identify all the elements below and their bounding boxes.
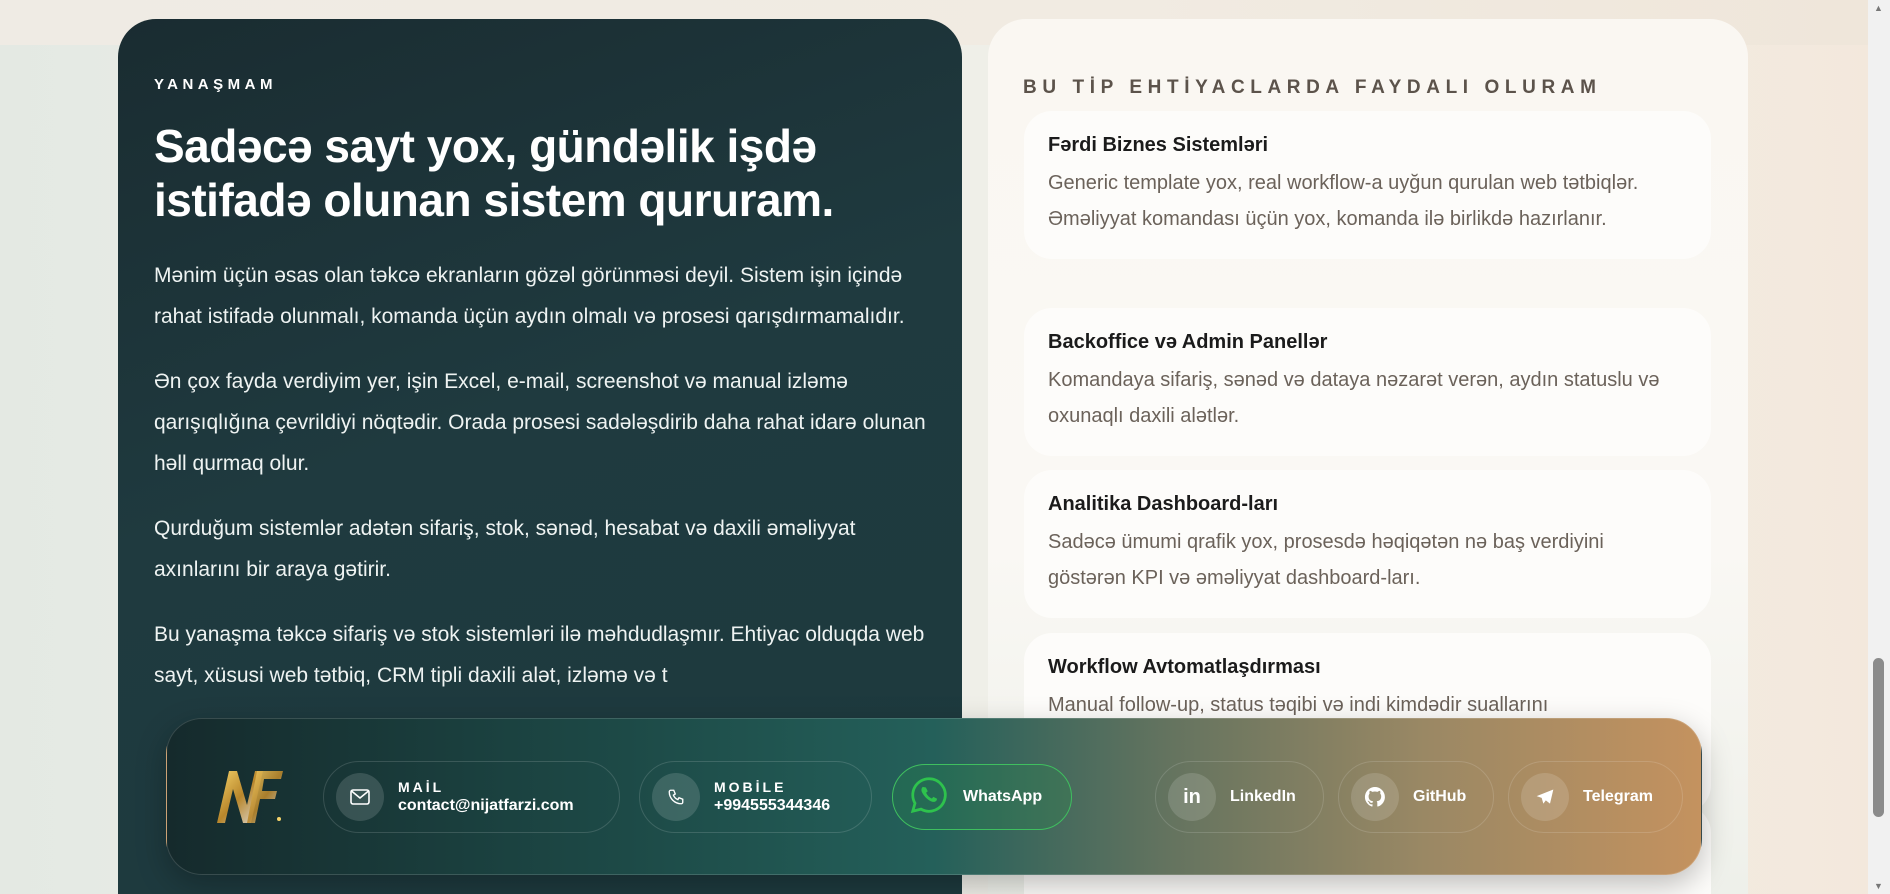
need-item-desc: Sadəcə ümumi qrafik yox, prosesdə həqiqətən nə baş verdiyini göstərən KPI və əməliyyat dashboard-ları. xyxy=(1048,531,1604,589)
mobile-link[interactable] xyxy=(639,761,872,833)
phone-icon xyxy=(652,773,700,821)
need-item-desc: Generic template yox, real workflow-a uyğun qurulan web tətbiqlər. Əməliyyat komandası üçün yox, komanda ilə birlikdə hazırlanır. xyxy=(1048,172,1639,230)
scrollbar-thumb[interactable] xyxy=(1873,658,1884,817)
page-scrollbar[interactable] xyxy=(1868,0,1890,894)
approach-eyebrow: YANAŞMAM xyxy=(154,76,277,93)
telegram-label: Telegram xyxy=(1583,788,1653,805)
approach-paragraph: Qurduğum sistemlər adətən sifariş, stok, sənəd, hesabat və daxili əməliyyat axınlarını bir araya gətirir. xyxy=(154,517,856,581)
approach-paragraphs xyxy=(154,255,944,720)
need-item xyxy=(1024,308,1711,456)
approach-paragraph: Mənim üçün əsas olan təkcə ekranların gözəl görünməsi deyil. Sistem işin içində rahat istifadə olunmalı, komanda üçün aydın olmalı və prosesi qarışdırmamalıdır. xyxy=(154,264,905,328)
mobile-label: MOBİLE xyxy=(714,778,787,795)
github-link[interactable] xyxy=(1338,761,1494,833)
need-item xyxy=(1024,470,1711,618)
contact-bar xyxy=(166,718,1702,875)
need-item-title: Fərdi Biznes Sistemləri xyxy=(1048,134,1269,156)
linkedin-icon: in xyxy=(1168,773,1216,821)
mail-icon xyxy=(336,773,384,821)
needs-title: BU TİP EHTİYACLARDA FAYDALI OLURAM xyxy=(1023,77,1602,98)
mail-link[interactable] xyxy=(323,761,620,833)
github-label: GitHub xyxy=(1413,788,1467,805)
telegram-link[interactable] xyxy=(1508,761,1683,833)
linkedin-link[interactable] xyxy=(1155,761,1324,833)
need-item-desc: Manual follow-up, status təqibi və indi kimdədir suallarını xyxy=(1048,694,1549,716)
need-item-title: Backoffice və Admin Panellər xyxy=(1048,331,1328,353)
nf-logo[interactable] xyxy=(203,753,291,841)
whatsapp-link[interactable] xyxy=(892,764,1072,830)
mail-value: contact@nijatfarzi.com xyxy=(398,796,574,814)
telegram-icon xyxy=(1521,773,1569,821)
whatsapp-icon xyxy=(909,775,949,820)
approach-paragraph: Bu yanaşma təkcə sifariş və stok sistemləri ilə məhdudlaşmır. Ehtiyac olduqda web sayt, xüsusi web tətbiq, CRM tipli daxili alət, izləmə və t xyxy=(154,623,925,687)
need-item-desc: Komandaya sifariş, sənəd və dataya nəzarət verən, aydın statuslu və oxunaqlı daxili alətlər. xyxy=(1048,369,1660,427)
scroll-down-arrow-icon[interactable]: ▼ xyxy=(1874,881,1883,891)
need-item-title: Analitika Dashboard-ları xyxy=(1048,493,1279,515)
github-icon xyxy=(1351,773,1399,821)
scroll-up-arrow-icon[interactable]: ▲ xyxy=(1874,3,1883,13)
mobile-value: +994555344346 xyxy=(714,796,831,814)
mail-label: MAİL xyxy=(398,778,445,795)
need-item-title: Workflow Avtomatlaşdırması xyxy=(1048,656,1321,678)
need-item xyxy=(1024,111,1711,259)
approach-headline: Sadəcə sayt yox, gündəlik işdə istifadə olunan sistem qururam. xyxy=(154,120,834,226)
linkedin-label: LinkedIn xyxy=(1230,788,1296,805)
approach-paragraph: Ən çox fayda verdiyim yer, işin Excel, e-mail, screenshot və manual izləmə qarışıqlığına çevrildiyi nöqtədir. Orada prosesi sadələşdirib daha rahat idarə olunan həll qurmaq olur. xyxy=(154,370,926,475)
whatsapp-label: WhatsApp xyxy=(963,788,1043,805)
